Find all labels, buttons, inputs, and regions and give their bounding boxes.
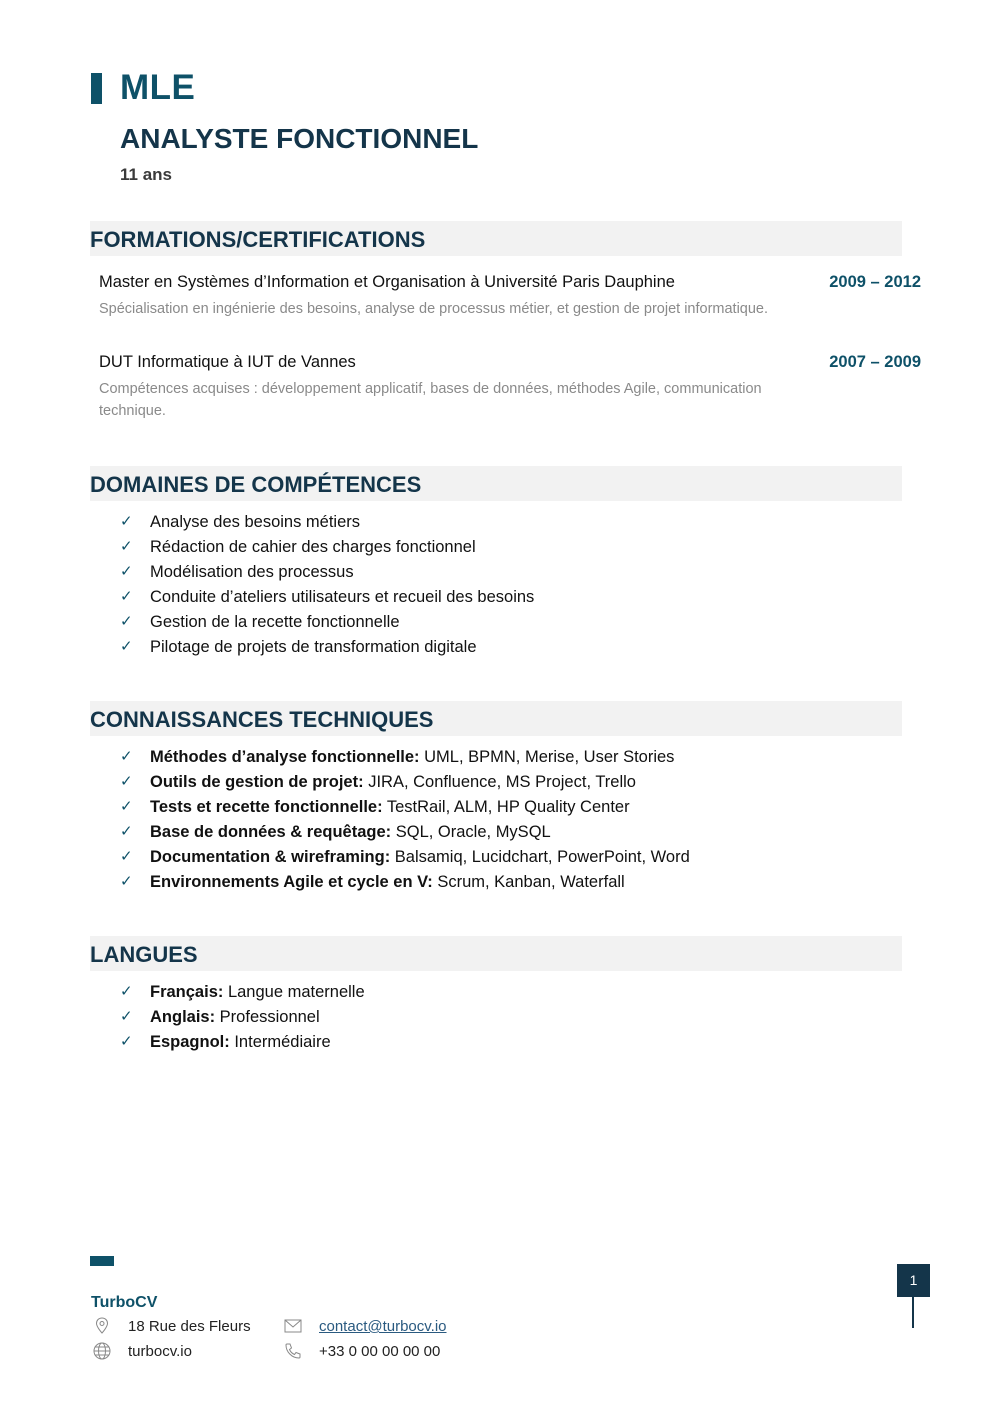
list-item: ✓ Modélisation des processus	[120, 563, 354, 581]
check-icon: ✓	[120, 983, 133, 1000]
education-entry	[99, 273, 921, 320]
list-item: ✓ Espagnol: Intermédiaire	[120, 1033, 331, 1051]
footer-email-link[interactable]	[319, 1318, 447, 1335]
list-item: ✓ Pilotage de projets de transformation digitale	[120, 638, 477, 656]
education-description: Compétences acquises : développement applicatif, bases de données, méthodes Agile, communication technique.	[99, 381, 762, 419]
list-item: ✓ Rédaction de cahier des charges fonctionnel	[120, 538, 476, 556]
check-icon: ✓	[120, 513, 133, 530]
list-item: ✓ Documentation & wireframing: Balsamiq, Lucidchart, PowerPoint, Word	[120, 848, 690, 866]
name-accent-bar	[91, 73, 102, 104]
check-icon: ✓	[120, 773, 133, 790]
location-pin-icon	[92, 1316, 112, 1336]
footer-phone: +33 0 00 00 00 00	[319, 1343, 441, 1360]
check-icon: ✓	[120, 823, 133, 840]
list-item: ✓ Conduite d’ateliers utilisateurs et recueil des besoins	[120, 588, 535, 606]
education-date: 2007 – 2009	[829, 353, 921, 371]
section-header-formations	[90, 221, 902, 256]
page-number: 1	[897, 1264, 930, 1297]
list-item: ✓ Français: Langue maternelle	[120, 983, 365, 1001]
email-link-text[interactable]: contact@turbocv.io	[319, 1318, 447, 1335]
education-entry	[99, 353, 921, 422]
check-icon: ✓	[120, 538, 133, 555]
section-title: FORMATIONS/CERTIFICATIONS	[90, 227, 426, 252]
list-item: ✓ Analyse des besoins métiers	[120, 513, 361, 531]
check-icon: ✓	[120, 873, 133, 890]
list-item: ✓ Tests et recette fonctionnelle: TestRail, ALM, HP Quality Center	[120, 798, 630, 816]
langues-list	[120, 983, 365, 1058]
envelope-icon	[283, 1316, 303, 1336]
section-header-techniques	[90, 701, 902, 736]
list-item: ✓ Environnements Agile et cycle en V: Scrum, Kanban, Waterfall	[120, 873, 625, 891]
check-icon: ✓	[120, 848, 133, 865]
page-number-line	[912, 1297, 914, 1328]
check-icon: ✓	[120, 748, 133, 765]
education-title: Master en Systèmes d’Information et Organisation à Université Paris Dauphine	[99, 273, 675, 291]
check-icon: ✓	[120, 1033, 133, 1050]
section-header-langues	[90, 936, 902, 971]
job-title: ANALYSTE FONCTIONNEL	[120, 123, 479, 154]
section-title: LANGUES	[90, 942, 198, 967]
education-date: 2009 – 2012	[829, 273, 921, 291]
section-title: DOMAINES DE COMPÉTENCES	[90, 472, 422, 497]
check-icon: ✓	[120, 798, 133, 815]
footer-website: turbocv.io	[128, 1343, 192, 1360]
candidate-name: MLE	[120, 68, 196, 107]
phone-icon	[283, 1341, 303, 1361]
check-icon: ✓	[120, 613, 133, 630]
footer-address: 18 Rue des Fleurs	[128, 1318, 251, 1335]
check-icon: ✓	[120, 588, 133, 605]
techniques-list	[120, 748, 690, 898]
competences-list	[120, 513, 534, 663]
check-icon: ✓	[120, 563, 133, 580]
experience-years: 11 ans	[120, 165, 172, 184]
footer-brand: TurboCV	[91, 1294, 158, 1311]
list-item: ✓ Base de données & requêtage: SQL, Oracle, MySQL	[120, 823, 551, 841]
globe-icon	[92, 1341, 112, 1361]
section-header-competences	[90, 466, 902, 501]
check-icon: ✓	[120, 638, 133, 655]
check-icon: ✓	[120, 1008, 133, 1025]
footer-accent-bar	[90, 1256, 114, 1266]
education-description: Spécialisation en ingénierie des besoins, analyse de processus métier, et gestion de projet informatique.	[99, 301, 769, 317]
list-item: ✓ Outils de gestion de projet: JIRA, Confluence, MS Project, Trello	[120, 773, 636, 791]
list-item: ✓ Méthodes d’analyse fonctionnelle: UML, BPMN, Merise, User Stories	[120, 748, 675, 766]
education-title: DUT Informatique à IUT de Vannes	[99, 353, 356, 371]
section-title: CONNAISSANCES TECHNIQUES	[90, 707, 434, 732]
list-item: ✓ Anglais: Professionnel	[120, 1008, 320, 1026]
list-item: ✓ Gestion de la recette fonctionnelle	[120, 613, 400, 631]
